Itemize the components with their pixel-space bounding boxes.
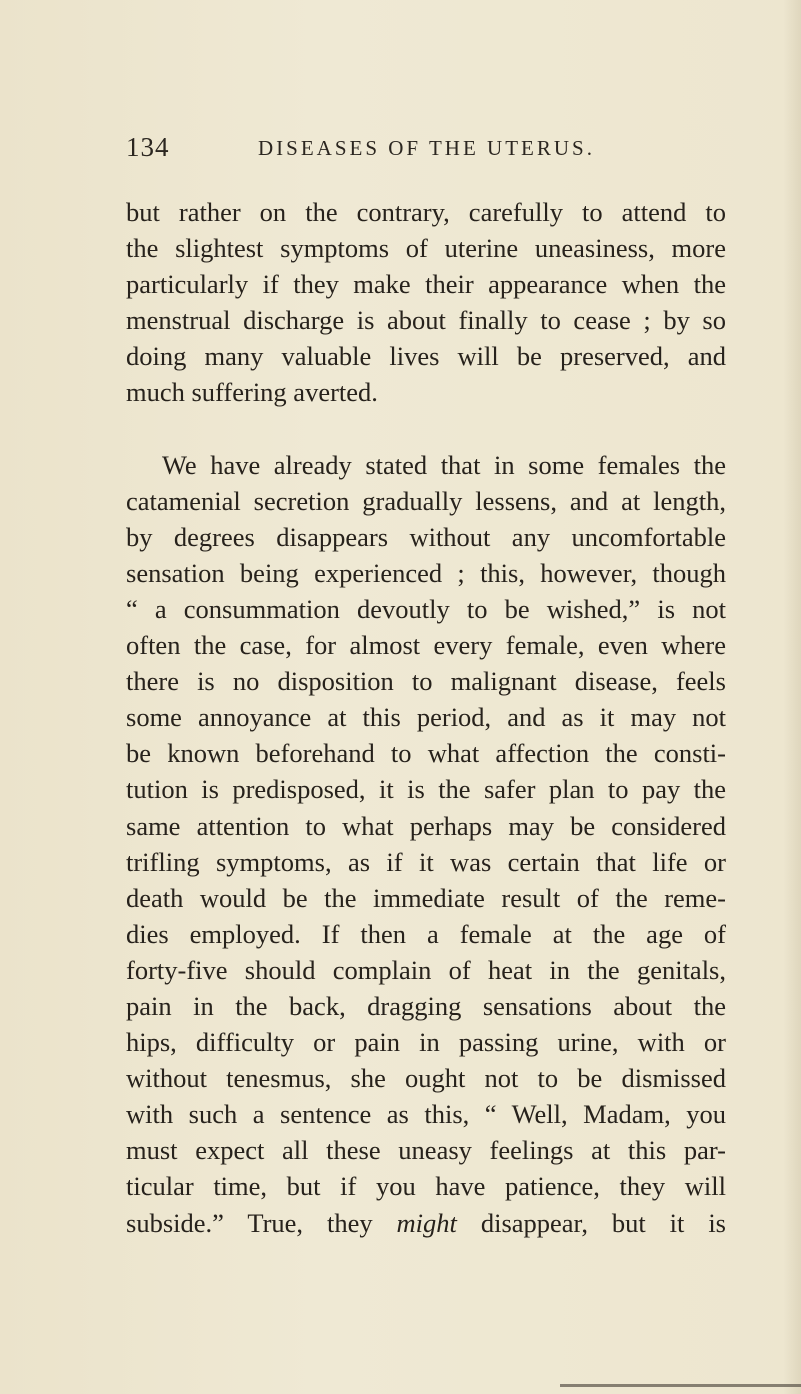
body-text [126,194,726,1241]
text-line: the slightest symptoms of uterine uneasiness, more [126,233,726,264]
running-head: DISEASES OF THE UTERUS. [258,136,595,160]
paragraph-2 [126,447,726,1241]
final-line-start: subside.” True, they [126,1207,397,1238]
text-line: but rather on the contrary, carefully to attend to [126,197,726,227]
text-line: pain in the back, dragging sensations about the [126,990,726,1021]
text-line: some annoyance at this period, and as it may not [126,702,726,733]
text-line: with such a sentence as this, “ Well, Madam, you [126,1099,726,1130]
text-line: by degrees disappears without any uncomfortable [126,521,726,552]
text-line: catamenial secretion gradually lessens, and at length, [126,485,726,516]
text-line: tution is predisposed, it is the safer plan to pay the [126,774,726,805]
paragraph-1 [126,194,726,411]
text-line: there is no disposition to malignant disease, feels [126,666,726,697]
text-line: particularly if they make their appearance when the [126,269,726,300]
page-number: 134 [126,132,170,162]
text-line: much suffering averted. [126,377,378,408]
text-line: forty-five should complain of heat in the genitals, [126,954,726,985]
final-line-end: disappear, but it is [456,1207,726,1238]
paragraph-gap [126,411,726,447]
text-line: ticular time, but if you have patience, they will [126,1171,726,1202]
text-line: without tenesmus, she ought not to be dismissed [126,1063,726,1094]
text-line: same attention to what perhaps may be considered [126,810,726,841]
text-line: trifling symptoms, as if it was certain that life or [126,846,726,877]
text-line: menstrual discharge is about finally to cease ; by so [126,305,726,336]
text-line-final [126,1205,726,1241]
page-edge-shadow [783,0,801,1394]
text-line: often the case, for almost every female, even where [126,630,726,661]
text-line: doing many valuable lives will be preserved, and [126,341,726,372]
text-line: death would be the immediate result of the reme- [126,882,726,913]
text-line: sensation being experienced ; this, however, though [126,557,726,588]
text-line: be known beforehand to what affection the consti- [126,738,726,769]
page-header [126,132,726,166]
emphasized-word: might [396,1207,457,1238]
text-line: “ a consummation devoutly to be wished,” is not [126,593,726,624]
text-line: must expect all these uneasy feelings at this par- [126,1135,726,1166]
text-line: dies employed. If then a female at the age of [126,918,726,949]
text-line: We have already stated that in some females the [162,449,726,480]
text-line: hips, difficulty or pain in passing urine, with or [126,1027,726,1058]
bottom-edge-mark [560,1384,801,1387]
